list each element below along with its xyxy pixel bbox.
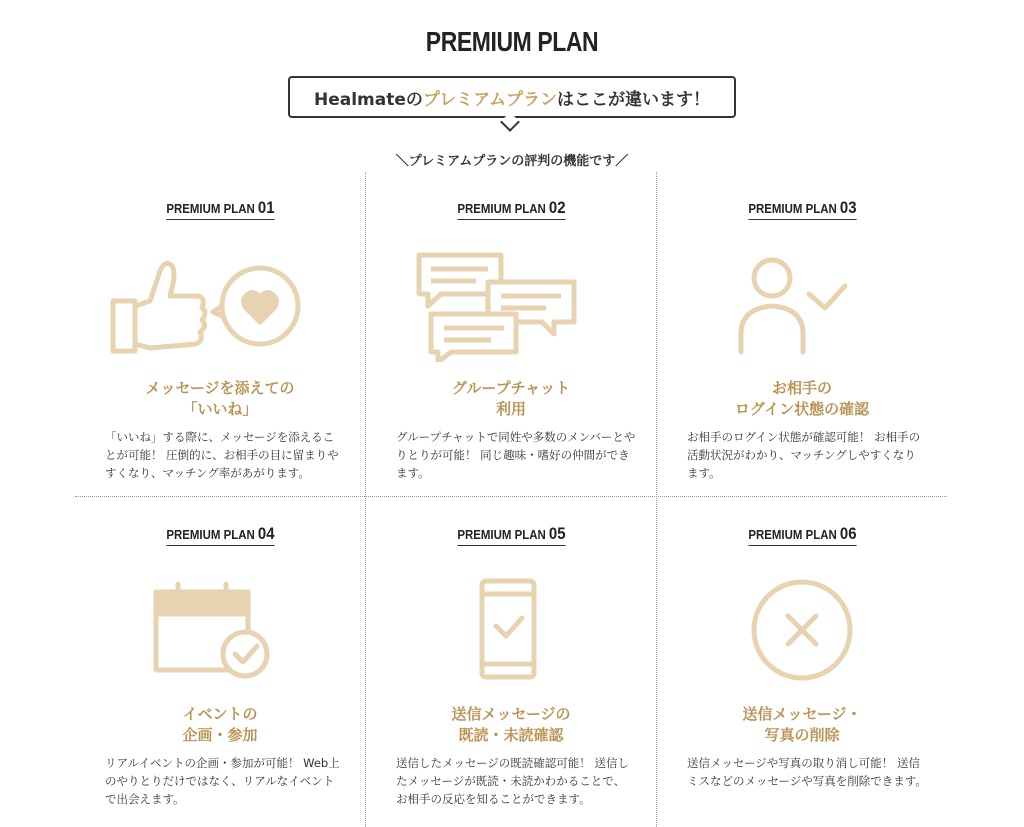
banner-accent: プレミアムプラン (422, 89, 558, 110)
feature-description: 「いいね」する際に、メッセージを添えることが可能！ 圧倒的に、お相手の目に留まりやすくなり、マッチング率があがります。 (105, 430, 339, 480)
section-subheading: ＼プレミアムプランの評判の機能です／ (395, 154, 629, 169)
user-check-icon (657, 248, 947, 358)
intro-banner (288, 76, 736, 118)
feature-title: イベントの 企画・参加 (182, 705, 258, 744)
divider-horizontal (75, 496, 947, 497)
feature-description: 送信メッセージや写真の取り消し可能！ 送信ミスなどのメッセージや写真を削除できます。 (687, 756, 927, 788)
circle-x-icon (657, 574, 947, 684)
feature-title: メッセージを添えての 「いいね」 (145, 379, 295, 418)
phone-check-icon (366, 574, 656, 684)
features-grid (75, 172, 947, 827)
banner-prefix: Healmateの (313, 89, 423, 110)
feature-title: 送信メッセージの 既読・未読確認 (451, 705, 571, 744)
plan-label: PREMIUM PLAN 01 (75, 198, 365, 220)
plan-label: PREMIUM PLAN 05 (366, 524, 656, 546)
feature-description: リアルイベントの企画・参加が可能！ Web上のやりとりだけではなく、リアルなイベントで出会えます。 (105, 756, 340, 806)
plan-label: PREMIUM PLAN 03 (657, 198, 947, 220)
feature-title: グループチャット 利用 (451, 379, 571, 418)
page-title: PREMIUM PLAN (425, 26, 599, 57)
plan-label: PREMIUM PLAN 06 (657, 524, 947, 546)
banner-suffix: はここが違います！ (557, 89, 711, 110)
thumbs-up-heart-icon (75, 248, 365, 358)
feature-description: 送信したメッセージの既読確認可能！ 送信したメッセージが既読・未読かわかることで、お相手の反応を知ることができます。 (396, 756, 629, 806)
plan-label: PREMIUM PLAN 04 (75, 524, 365, 546)
calendar-check-icon (75, 574, 365, 684)
plan-label: PREMIUM PLAN 02 (366, 198, 656, 220)
feature-title: 送信メッセージ・ 写真の削除 (742, 705, 862, 744)
chat-bubbles-icon (366, 248, 656, 358)
feature-description: お相手のログイン状態が確認可能！ お相手の活動状況がわかり、マッチングしやすくなります。 (687, 430, 921, 480)
feature-description: グループチャットで同姓や多数のメンバーとやりとりが可能！ 同じ趣味・嗜好の仲間ができます。 (396, 430, 636, 480)
feature-title: お相手の ログイン状態の確認 (734, 379, 870, 418)
